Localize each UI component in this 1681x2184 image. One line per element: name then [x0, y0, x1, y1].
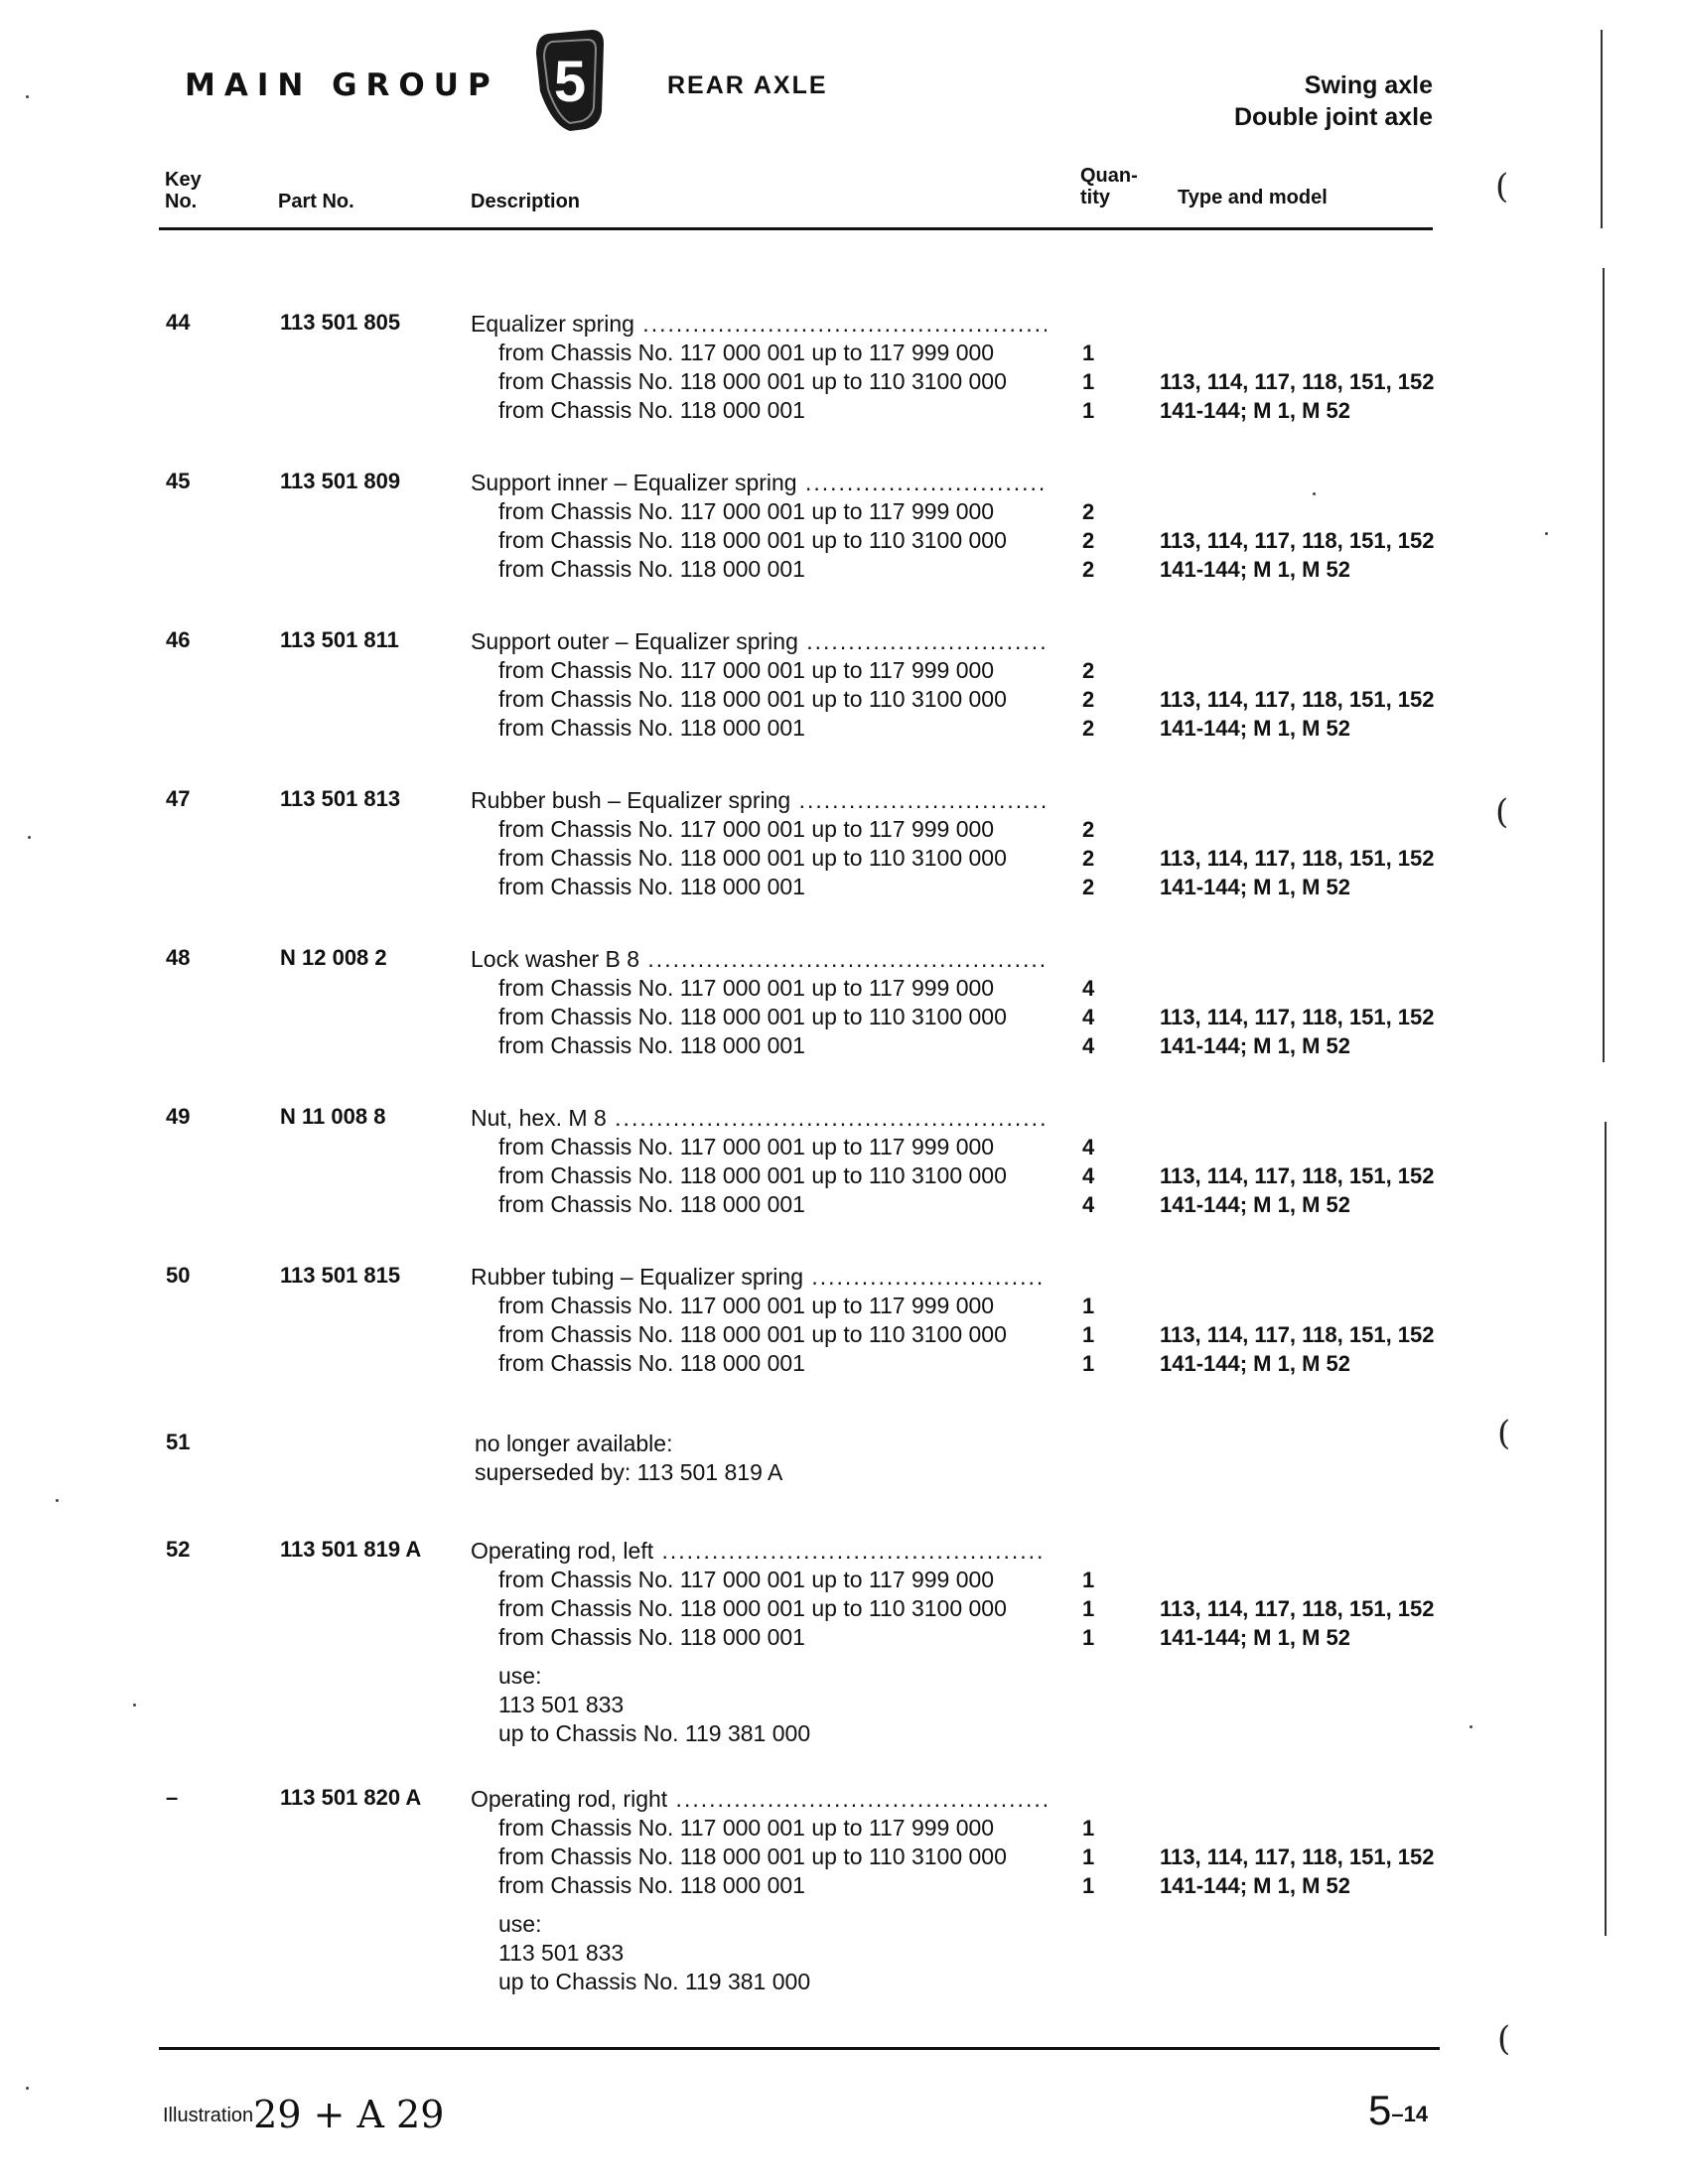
part-number: 113 501 813	[280, 786, 401, 811]
part-number: 113 501 819 A	[280, 1537, 422, 1562]
type-model-value	[1160, 339, 1435, 367]
part-description	[471, 945, 1047, 1060]
type-model-column	[1160, 974, 1435, 1060]
type-model-value: 113, 114, 117, 118, 151, 152	[1160, 846, 1435, 871]
description-title: Operating rod, left .....	[471, 1537, 1047, 1566]
quantity-column	[1082, 1814, 1094, 1900]
chassis-range: from Chassis No. 118 000 001 up to 110 3100 000	[498, 1162, 1007, 1188]
quantity-value: 1	[1082, 1294, 1095, 1318]
chassis-range: from Chassis No. 118 000 001	[498, 397, 805, 423]
type-model-value	[1160, 1814, 1435, 1843]
chassis-range: from Chassis No. 117 000 001 up to 117 999 000	[498, 1134, 995, 1160]
part-description	[471, 1263, 1047, 1378]
type-model-value: 141-144; M 1, M 52	[1160, 1873, 1350, 1898]
type-model-value: 113, 114, 117, 118, 151, 152	[1160, 687, 1435, 712]
key-number: 52	[166, 1537, 191, 1562]
quantity-column	[1082, 339, 1094, 425]
type-model-value: 141-144; M 1, M 52	[1160, 1192, 1350, 1217]
quantity-column	[1082, 1133, 1094, 1219]
quantity-value: 1	[1082, 1322, 1095, 1347]
quantity-value: 2	[1082, 687, 1095, 712]
part-description	[471, 469, 1047, 584]
quantity-column	[1082, 656, 1094, 743]
scan-speck	[1545, 532, 1548, 535]
page-number: 5–14	[1368, 2087, 1429, 2133]
key-number: 49	[166, 1104, 191, 1129]
header-divider	[159, 227, 1433, 230]
quantity-column	[1082, 974, 1094, 1060]
column-header-part-no: Part No.	[278, 191, 354, 212]
description-title: Support outer – Equalizer spring .....	[471, 627, 1047, 656]
description-title: Rubber bush – Equalizer spring .....	[471, 786, 1047, 815]
chassis-range: from Chassis No. 118 000 001 up to 110 3100 000	[498, 686, 1007, 712]
type-model-value	[1160, 1292, 1435, 1320]
axle-type-double-joint: Double joint axle	[1233, 103, 1433, 131]
type-model-value: 113, 114, 117, 118, 151, 152	[1160, 1596, 1435, 1621]
quantity-value: 4	[1082, 1135, 1095, 1160]
scan-edge-line	[1603, 268, 1605, 1062]
chassis-range: from Chassis No. 118 000 001 up to 110 3100 000	[498, 1595, 1007, 1621]
chassis-range: from Chassis No. 118 000 001 up to 110 3100 000	[498, 1321, 1007, 1347]
scan-speck	[26, 95, 29, 98]
quantity-value: 2	[1082, 658, 1095, 683]
type-model-value	[1160, 497, 1435, 526]
quantity-value: 4	[1082, 976, 1095, 1001]
type-model-value: 141-144; M 1, M 52	[1160, 557, 1350, 582]
quantity-value: 1	[1082, 398, 1095, 423]
quantity-value: 2	[1082, 846, 1095, 871]
chassis-range: from Chassis No. 118 000 001	[498, 1191, 805, 1217]
use-replacement	[471, 1662, 1047, 1748]
quantity-column	[1082, 1292, 1094, 1378]
quantity-value: 1	[1082, 1816, 1095, 1841]
quantity-value: 4	[1082, 1033, 1095, 1058]
quantity-value: 4	[1082, 1005, 1095, 1029]
key-number: 48	[166, 945, 191, 970]
column-header-description: Description	[471, 191, 581, 212]
scan-mark: (	[1497, 1414, 1511, 1453]
part-number: 113 501 815	[280, 1263, 401, 1288]
key-number: 44	[166, 310, 191, 335]
use-line: use:	[498, 1911, 542, 1937]
scan-speck	[28, 836, 31, 839]
quantity-value: 1	[1082, 341, 1095, 365]
use-line: use:	[498, 1663, 542, 1689]
illustration-reference: Illustration29 + A 29	[163, 2093, 445, 2136]
chassis-range: from Chassis No. 118 000 001	[498, 1624, 805, 1650]
type-model-value	[1160, 656, 1435, 685]
chassis-range: from Chassis No. 117 000 001 up to 117 999 000	[498, 1815, 995, 1841]
type-model-value: 113, 114, 117, 118, 151, 152	[1160, 1844, 1435, 1869]
part-number: 113 501 809	[280, 469, 401, 493]
part-number: N 11 008 8	[280, 1104, 386, 1129]
part-description	[471, 786, 1047, 901]
chassis-range: from Chassis No. 118 000 001	[498, 874, 805, 899]
group-number-badge	[530, 26, 610, 135]
quantity-value: 2	[1082, 557, 1095, 582]
chassis-range: from Chassis No. 118 000 001	[498, 1032, 805, 1058]
chassis-range: from Chassis No. 118 000 001 up to 110 3100 000	[498, 527, 1007, 553]
scan-edge-line	[1601, 30, 1603, 228]
use-line: up to Chassis No. 119 381 000	[498, 1720, 811, 1746]
description-title: Rubber tubing – Equalizer spring .....	[471, 1263, 1047, 1292]
scan-edge-line	[1605, 1122, 1607, 1936]
use-line: 113 501 833	[498, 1692, 625, 1717]
type-model-value: 141-144; M 1, M 52	[1160, 398, 1350, 423]
type-model-value: 141-144; M 1, M 52	[1160, 1351, 1350, 1376]
quantity-column	[1082, 1566, 1094, 1652]
type-model-value	[1160, 974, 1435, 1003]
type-model-column	[1160, 1292, 1435, 1378]
footer-divider	[159, 2047, 1440, 2050]
quantity-value: 1	[1082, 1625, 1095, 1650]
scan-mark: (	[1495, 792, 1509, 832]
quantity-value: 1	[1082, 369, 1095, 394]
axle-type-labels	[1234, 69, 1433, 133]
scan-speck	[1313, 492, 1316, 495]
part-description	[471, 627, 1047, 743]
chassis-range: from Chassis No. 118 000 001	[498, 556, 805, 582]
part-description	[471, 310, 1047, 425]
key-number: 50	[166, 1263, 191, 1288]
quantity-value: 2	[1082, 817, 1095, 842]
description-title: Operating rod, right .....	[471, 1785, 1047, 1814]
type-model-column	[1160, 497, 1435, 584]
chassis-range: from Chassis No. 118 000 001 up to 110 3100 000	[498, 1843, 1007, 1869]
group-number: 5	[553, 50, 587, 114]
quantity-value: 1	[1082, 1596, 1095, 1621]
quantity-value: 1	[1082, 1873, 1095, 1898]
type-model-value: 141-144; M 1, M 52	[1160, 716, 1350, 741]
scan-speck	[1470, 1725, 1472, 1728]
type-model-value: 141-144; M 1, M 52	[1160, 1625, 1350, 1650]
type-model-column	[1160, 656, 1435, 743]
chassis-range: from Chassis No. 117 000 001 up to 117 999 000	[498, 657, 995, 683]
chassis-range: from Chassis No. 118 000 001	[498, 715, 805, 741]
scan-speck	[133, 1704, 136, 1706]
scan-mark: (	[1495, 167, 1509, 206]
quantity-value: 1	[1082, 1844, 1095, 1869]
chassis-range: from Chassis No. 117 000 001 up to 117 999 000	[498, 816, 995, 842]
chassis-range: from Chassis No. 118 000 001 up to 110 3100 000	[498, 845, 1007, 871]
key-number: 47	[166, 786, 191, 811]
description-title: Equalizer spring .....	[471, 310, 1047, 339]
use-line: 113 501 833	[498, 1940, 625, 1966]
type-model-value: 141-144; M 1, M 52	[1160, 875, 1350, 899]
part-number: 113 501 805	[280, 310, 401, 335]
chassis-range: from Chassis No. 117 000 001 up to 117 999 000	[498, 1293, 995, 1318]
type-model-value	[1160, 1566, 1435, 1594]
type-model-value: 113, 114, 117, 118, 151, 152	[1160, 528, 1435, 553]
section-title: REAR AXLE	[667, 71, 828, 99]
key-number: –	[166, 1785, 179, 1810]
scan-mark: (	[1497, 2019, 1511, 2059]
quantity-value: 2	[1082, 875, 1095, 899]
key-number: 46	[166, 627, 191, 652]
chassis-range: from Chassis No. 117 000 001 up to 117 999 000	[498, 498, 995, 524]
type-model-column	[1160, 1566, 1435, 1652]
type-model-column	[1160, 339, 1435, 425]
supersession-note: no longer available: superseded by: 113 501 819 A	[475, 1431, 783, 1485]
chassis-range: from Chassis No. 118 000 001 up to 110 3100 000	[498, 1004, 1007, 1029]
quantity-value: 2	[1082, 528, 1095, 553]
scan-speck	[26, 2087, 29, 2090]
badge-shield-icon	[530, 26, 610, 135]
use-replacement	[471, 1910, 1047, 1996]
axle-type-swing: Swing axle	[1304, 71, 1433, 99]
description-title: Support inner – Equalizer spring .....	[471, 469, 1047, 497]
part-number: N 12 008 2	[280, 945, 387, 970]
quantity-value: 4	[1082, 1192, 1095, 1217]
type-model-value: 113, 114, 117, 118, 151, 152	[1160, 1322, 1435, 1347]
type-model-value: 141-144; M 1, M 52	[1160, 1033, 1350, 1058]
type-model-value: 113, 114, 117, 118, 151, 152	[1160, 1005, 1435, 1029]
quantity-value: 1	[1082, 1568, 1095, 1592]
chassis-range: from Chassis No. 118 000 001	[498, 1350, 805, 1376]
quantity-value: 1	[1082, 1351, 1095, 1376]
key-number: 51	[166, 1430, 191, 1454]
quantity-value: 2	[1082, 499, 1095, 524]
type-model-column	[1160, 1814, 1435, 1900]
part-number: 113 501 811	[280, 627, 399, 652]
chassis-range: from Chassis No. 118 000 001	[498, 1872, 805, 1898]
type-model-column	[1160, 1133, 1435, 1219]
chassis-range: from Chassis No. 117 000 001 up to 117 999 000	[498, 340, 995, 365]
part-description	[471, 1785, 1047, 1996]
scan-speck	[56, 1499, 59, 1502]
chassis-range: from Chassis No. 117 000 001 up to 117 999 000	[498, 975, 995, 1001]
description-title: Nut, hex. M 8 .....	[471, 1104, 1047, 1133]
column-header-type-model: Type and model	[1178, 187, 1328, 208]
type-model-column	[1160, 815, 1435, 901]
part-description	[471, 1104, 1047, 1219]
main-group-label: MAIN GROUP	[185, 68, 499, 103]
type-model-value	[1160, 1133, 1435, 1161]
quantity-column	[1082, 497, 1094, 584]
chassis-range: from Chassis No. 118 000 001 up to 110 3100 000	[498, 368, 1007, 394]
description-title: Lock washer B 8 .....	[471, 945, 1047, 974]
type-model-value: 113, 114, 117, 118, 151, 152	[1160, 1163, 1435, 1188]
quantity-column	[1082, 815, 1094, 901]
quantity-value: 4	[1082, 1163, 1095, 1188]
chassis-range: from Chassis No. 117 000 001 up to 117 999 000	[498, 1567, 995, 1592]
quantity-value: 2	[1082, 716, 1095, 741]
type-model-value	[1160, 815, 1435, 844]
key-number: 45	[166, 469, 191, 493]
type-model-value: 113, 114, 117, 118, 151, 152	[1160, 369, 1435, 394]
use-line: up to Chassis No. 119 381 000	[498, 1969, 811, 1994]
part-description	[471, 1537, 1047, 1748]
column-header-key-no: Key No.	[165, 169, 202, 212]
column-header-quantity: Quan- tity	[1080, 165, 1138, 208]
part-number: 113 501 820 A	[280, 1785, 422, 1810]
